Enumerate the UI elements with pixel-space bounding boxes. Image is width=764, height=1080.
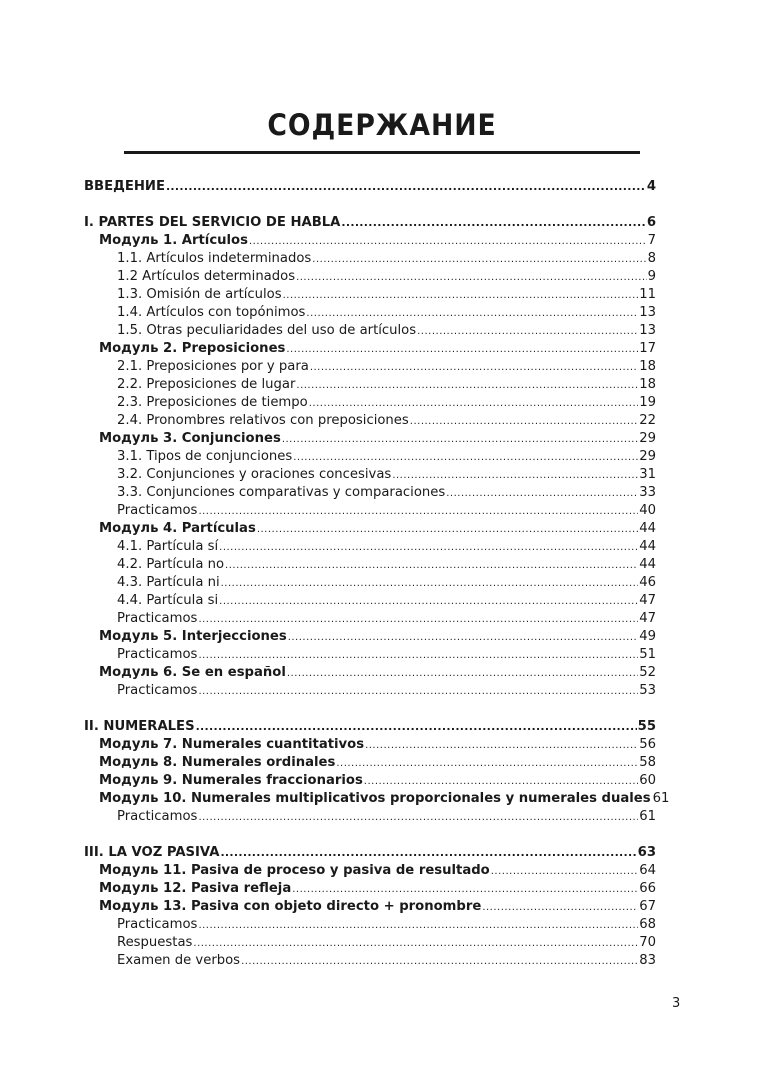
toc-dot-leader <box>306 305 638 323</box>
toc-dot-leader <box>446 485 638 503</box>
toc-entry-page: 4 <box>646 179 656 194</box>
toc-entry-page: 61 <box>652 791 670 806</box>
toc-entry-page: 6 <box>646 215 656 230</box>
toc-entry-page: 18 <box>639 377 656 392</box>
toc-dot-leader <box>336 755 638 773</box>
toc-entry-label: 1.1. Artículos indeterminados <box>117 251 312 266</box>
toc-entry-label: Examen de verbos <box>117 953 241 968</box>
toc-dot-leader <box>198 683 638 701</box>
toc-entry-page: 29 <box>639 449 656 464</box>
toc-entry-label: II. NUMERALES <box>84 719 195 734</box>
toc-dot-leader <box>241 953 638 971</box>
toc-entry-module[interactable] <box>84 790 670 808</box>
toc-dot-leader <box>283 287 639 305</box>
toc-dot-leader <box>198 503 638 521</box>
toc-dot-leader <box>312 251 646 269</box>
toc-entry-label: 2.1. Preposiciones por y para <box>117 359 309 374</box>
toc-gap <box>84 700 656 718</box>
toc-entry-sub[interactable] <box>84 952 656 970</box>
toc-entry-module[interactable] <box>84 430 656 448</box>
toc-entry-label: Модуль 2. Preposiciones <box>99 341 286 356</box>
toc-entry-page: 19 <box>639 395 656 410</box>
toc-entry-label: Модуль 3. Conjunciones <box>99 431 281 446</box>
toc-dot-leader <box>491 863 638 881</box>
title-underline <box>124 151 640 154</box>
toc-entry-module[interactable] <box>84 340 656 358</box>
toc-entry-label: III. LA VOZ PASIVA <box>84 845 220 860</box>
toc-dot-leader <box>219 593 638 611</box>
toc-dot-leader <box>392 467 638 485</box>
toc-dot-leader <box>410 413 638 431</box>
toc-entry-page: 66 <box>639 881 656 896</box>
toc-entry-label: Practicamos <box>117 683 198 698</box>
toc-entry-page: 18 <box>639 359 656 374</box>
toc-entry-label: Модуль 4. Partículas <box>99 521 256 536</box>
toc-dot-leader <box>198 611 638 629</box>
toc-entry-label: Respuestas <box>117 935 193 950</box>
toc-entry-label: 1.4. Artículos con topónimos <box>117 305 306 320</box>
toc-entry-sub[interactable] <box>84 574 656 592</box>
toc-entry-sub[interactable] <box>84 376 656 394</box>
toc-entry-page: 47 <box>639 611 656 626</box>
toc-entry-page: 56 <box>639 737 656 752</box>
toc-dot-leader <box>482 899 638 917</box>
toc-dot-leader <box>225 557 638 575</box>
toc-entry-page: 13 <box>639 323 656 338</box>
toc-dot-leader <box>198 917 638 935</box>
toc-dot-leader <box>364 773 638 791</box>
toc-entry-sub[interactable] <box>84 610 656 628</box>
toc-entry-label: 3.3. Conjunciones comparativas y comparaciones <box>117 485 446 500</box>
toc-entry-part[interactable] <box>84 178 656 196</box>
toc-entry-sub[interactable] <box>84 934 656 952</box>
toc-entry-label: 1.5. Otras peculiaridades del uso de artículos <box>117 323 417 338</box>
toc-entry-page: 67 <box>639 899 656 914</box>
toc-entry-label: 3.2. Conjunciones y oraciones concesivas <box>117 467 392 482</box>
toc-entry-sub[interactable] <box>84 538 656 556</box>
toc-entry-label: 2.3. Preposiciones de tiempo <box>117 395 308 410</box>
toc-dot-leader <box>296 377 638 395</box>
toc-entry-page: 61 <box>639 809 656 824</box>
toc-dot-leader <box>198 647 638 665</box>
toc-entry-sub[interactable] <box>84 808 656 826</box>
toc-entry-sub[interactable] <box>84 502 656 520</box>
toc-entry-module[interactable] <box>84 736 656 754</box>
toc-entry-page: 47 <box>639 593 656 608</box>
toc-dot-leader <box>193 935 638 953</box>
toc-entry-page: 33 <box>639 485 656 500</box>
toc-entry-label: Модуль 9. Numerales fraccionarios <box>99 773 363 788</box>
toc-entry-sub[interactable] <box>84 556 656 574</box>
toc-entry-sub[interactable] <box>84 412 656 430</box>
toc-entry-part[interactable] <box>84 718 656 736</box>
toc-entry-sub[interactable] <box>84 268 656 286</box>
toc-entry-label: Модуль 8. Numerales ordinales <box>99 755 336 770</box>
toc-entry-sub[interactable] <box>84 358 656 376</box>
toc-entry-sub[interactable] <box>84 682 656 700</box>
toc-entry-label: Модуль 6. Se en español <box>99 665 286 680</box>
toc-dot-leader <box>309 395 638 413</box>
toc-dot-leader <box>292 881 638 899</box>
toc-dot-leader <box>296 269 647 287</box>
toc-entry-page: 53 <box>639 683 656 698</box>
toc-entry-part[interactable] <box>84 844 656 862</box>
toc-entry-label: Модуль 13. Pasiva con objeto directo + pronombre <box>99 899 482 914</box>
toc-dot-leader <box>293 449 638 467</box>
toc-entry-page: 64 <box>639 863 656 878</box>
toc-dot-leader <box>417 323 638 341</box>
toc-dot-leader <box>341 214 645 232</box>
toc-entry-sub[interactable] <box>84 646 656 664</box>
table-of-contents <box>84 178 670 970</box>
toc-entry-page: 68 <box>639 917 656 932</box>
toc-entry-sub[interactable] <box>84 592 656 610</box>
toc-entry-module[interactable] <box>84 232 656 250</box>
toc-dot-leader <box>249 233 647 251</box>
toc-dot-leader <box>220 844 636 862</box>
toc-entry-page: 44 <box>639 557 656 572</box>
toc-entry-module[interactable] <box>84 754 656 772</box>
toc-entry-page: 40 <box>639 503 656 518</box>
toc-entry-page: 63 <box>637 845 656 860</box>
toc-entry-label: 4.2. Partícula no <box>117 557 225 572</box>
toc-entry-page: 44 <box>639 521 656 536</box>
toc-entry-sub[interactable] <box>84 304 656 322</box>
toc-entry-label: Модуль 5. Interjecciones <box>99 629 287 644</box>
toc-entry-page: 52 <box>639 665 656 680</box>
toc-entry-page: 31 <box>639 467 656 482</box>
toc-entry-page: 17 <box>639 341 656 356</box>
toc-entry-module[interactable] <box>84 628 656 646</box>
toc-entry-label: 1.3. Omisión de artículos <box>117 287 282 302</box>
toc-entry-label: Practicamos <box>117 809 198 824</box>
toc-entry-page: 55 <box>637 719 656 734</box>
toc-entry-label: Модуль 7. Numerales cuantitativos <box>99 737 365 752</box>
toc-entry-sub[interactable] <box>84 448 656 466</box>
toc-entry-label: ВВЕДЕНИЕ <box>84 179 165 194</box>
toc-entry-sub[interactable] <box>84 484 656 502</box>
toc-entry-page: 8 <box>647 251 656 266</box>
toc-entry-page: 49 <box>639 629 656 644</box>
toc-entry-label: 3.1. Tipos de conjunciones <box>117 449 293 464</box>
toc-entry-label: Practicamos <box>117 647 198 662</box>
toc-dot-leader <box>287 665 638 683</box>
toc-dot-leader <box>257 521 638 539</box>
toc-dot-leader <box>166 178 646 196</box>
toc-gap <box>84 196 656 214</box>
toc-gap <box>84 826 656 844</box>
toc-entry-label: Модуль 10. Numerales multiplicativos proporcionales y numerales duales <box>99 791 651 806</box>
toc-entry-part[interactable] <box>84 214 656 232</box>
toc-dot-leader <box>196 718 637 736</box>
toc-dot-leader <box>219 539 638 557</box>
page-number: 3 <box>672 996 681 1011</box>
toc-entry-label: 1.2 Artículos determinados <box>117 269 296 284</box>
toc-entry-sub[interactable] <box>84 322 656 340</box>
toc-entry-sub[interactable] <box>84 250 656 268</box>
toc-entry-module[interactable] <box>84 862 656 880</box>
toc-entry-label: Practicamos <box>117 611 198 626</box>
toc-dot-leader <box>198 809 638 827</box>
toc-dot-leader <box>221 575 639 593</box>
toc-entry-page: 83 <box>639 953 656 968</box>
toc-entry-label: Модуль 12. Pasiva refleja <box>99 881 292 896</box>
toc-entry-page: 44 <box>639 539 656 554</box>
toc-entry-page: 11 <box>639 287 656 302</box>
toc-entry-label: 2.2. Preposiciones de lugar <box>117 377 296 392</box>
toc-entry-label: 4.3. Partícula ni <box>117 575 220 590</box>
toc-entry-label: I. PARTES DEL SERVICIO DE HABLA <box>84 215 341 230</box>
toc-entry-module[interactable] <box>84 898 656 916</box>
toc-dot-leader <box>288 629 639 647</box>
toc-entry-module[interactable] <box>84 664 656 682</box>
toc-entry-page: 70 <box>639 935 656 950</box>
toc-entry-sub[interactable] <box>84 466 656 484</box>
toc-entry-label: 2.4. Pronombres relativos con preposiciones <box>117 413 409 428</box>
page-title: СОДЕРЖАНИЕ <box>267 108 497 142</box>
toc-entry-module[interactable] <box>84 880 656 898</box>
toc-entry-sub[interactable] <box>84 394 656 412</box>
toc-entry-page: 46 <box>639 575 656 590</box>
toc-entry-sub[interactable] <box>84 286 656 304</box>
toc-entry-module[interactable] <box>84 772 656 790</box>
toc-entry-label: Модуль 1. Artículos <box>99 233 248 248</box>
toc-entry-page: 22 <box>639 413 656 428</box>
toc-entry-page: 29 <box>639 431 656 446</box>
toc-entry-page: 9 <box>647 269 656 284</box>
toc-entry-page: 7 <box>647 233 656 248</box>
toc-entry-label: Модуль 11. Pasiva de proceso y pasiva de resultado <box>99 863 490 878</box>
toc-entry-page: 60 <box>639 773 656 788</box>
toc-entry-module[interactable] <box>84 520 656 538</box>
toc-entry-label: 4.1. Partícula sí <box>117 539 219 554</box>
toc-entry-label: Practicamos <box>117 917 198 932</box>
toc-entry-label: Practicamos <box>117 503 198 518</box>
toc-entry-page: 51 <box>639 647 656 662</box>
toc-dot-leader <box>282 431 638 449</box>
toc-dot-leader <box>365 737 638 755</box>
toc-dot-leader <box>286 341 638 359</box>
toc-entry-label: 4.4. Partícula si <box>117 593 219 608</box>
toc-entry-sub[interactable] <box>84 916 656 934</box>
toc-entry-page: 13 <box>639 305 656 320</box>
toc-entry-page: 58 <box>639 755 656 770</box>
toc-dot-leader <box>310 359 638 377</box>
